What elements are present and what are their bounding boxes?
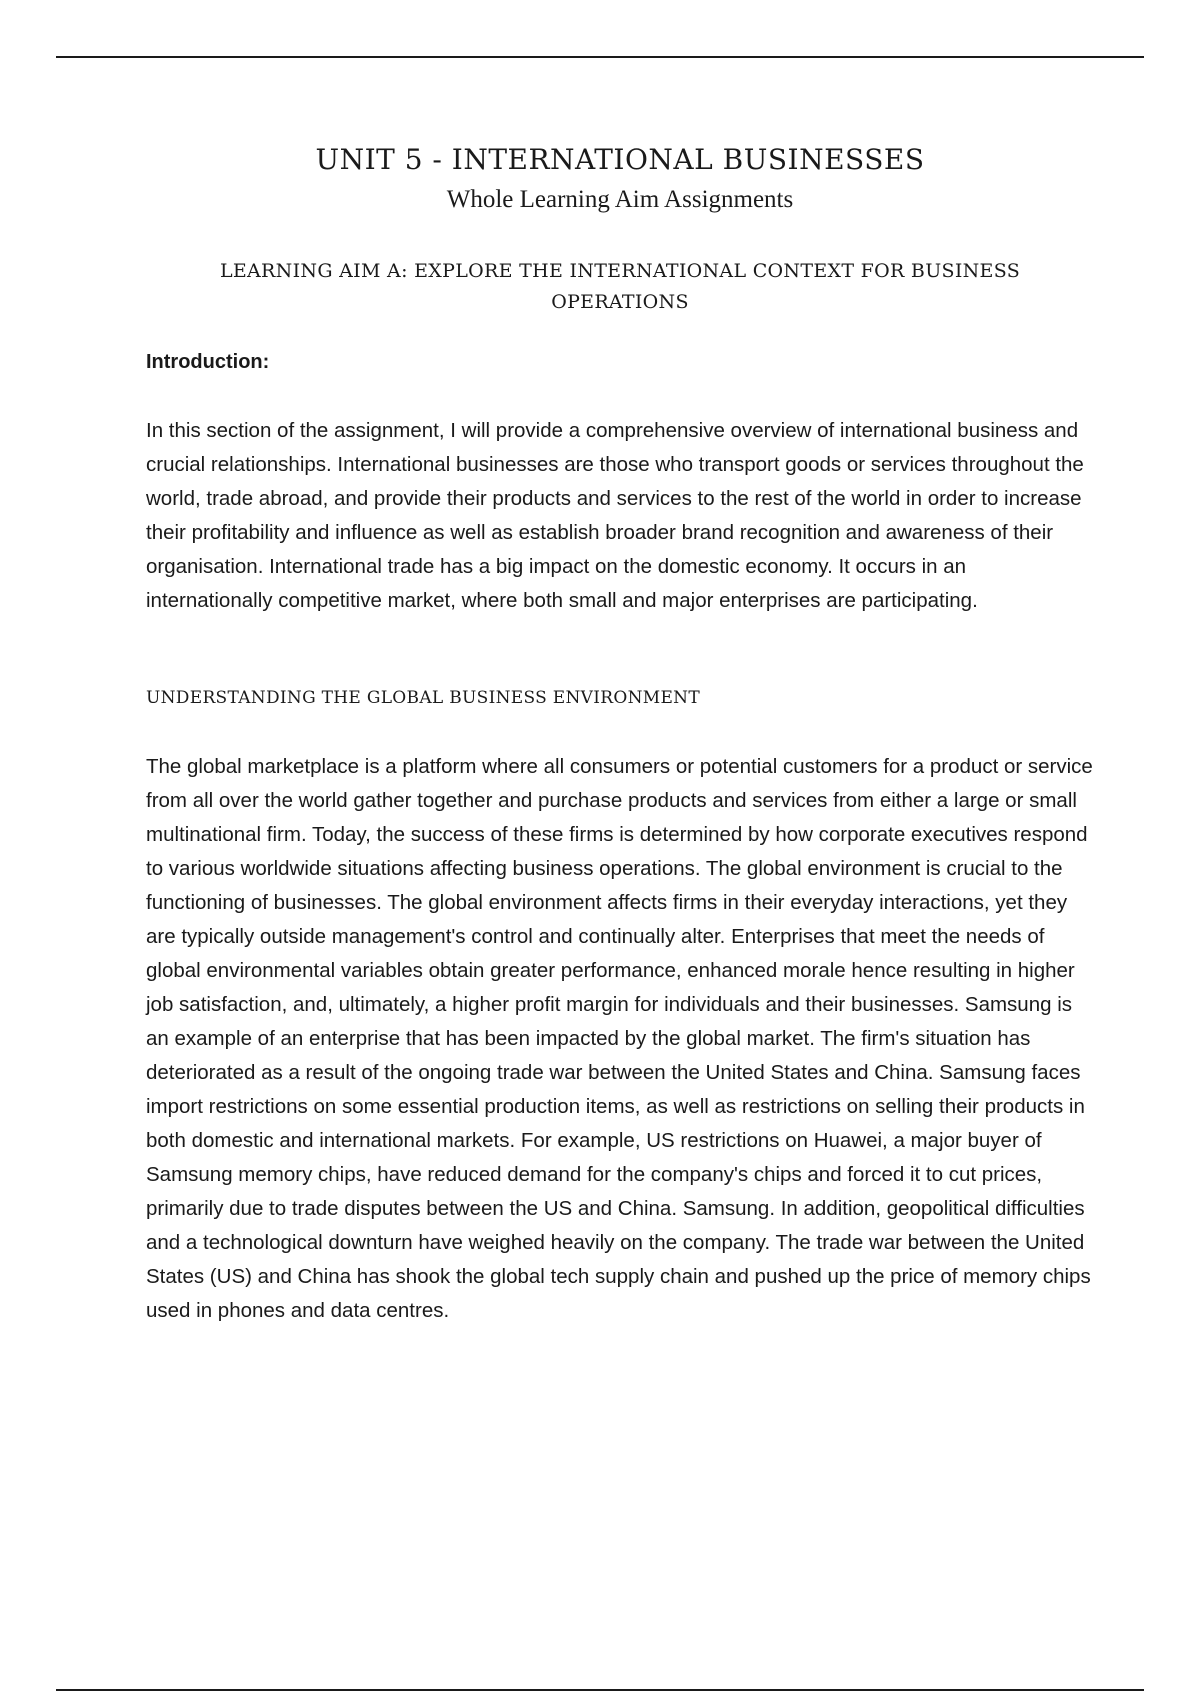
learning-aim-heading: LEARNING AIM A: EXPLORE THE INTERNATIONAL CONTEXT FOR BUSINESS OPERATIONS (219, 260, 1021, 313)
bottom-divider (56, 1689, 1144, 1691)
section-heading: UNDERSTANDING THE GLOBAL BUSINESS ENVIRONMENT (146, 688, 700, 708)
top-divider (56, 56, 1144, 58)
introduction-label: Introduction: (146, 351, 270, 373)
document-subtitle: Whole Learning Aim Assignments (446, 186, 794, 213)
document-title: UNIT 5 - INTERNATIONAL BUSINESSES (315, 143, 925, 176)
introduction-paragraph: In this section of the assignment, I will provide a comprehensive overview of international business and crucial relationships. International businesses are those who transport goods or services throughout the world, trade abroad, and provide their products and services to the rest of the world in order to increase their profitability and influence as well as establish broader brand recognition and awareness of their organisation. International trade has a big impact on the domestic economy. It occurs in an internationally competitive market, where both small and major enterprises are participating. (146, 419, 1084, 612)
section-paragraph: The global marketplace is a platform where all consumers or potential customers for a product or service from all over the world gather together and purchase products and services from either a large or small multinational firm. Today, the success of these firms is determined by how corporate executives respond to various worldwide situations affecting business operations. The global environment is crucial to the functioning of businesses. The global environment affects firms in their everyday interactions, yet they are typically outside management's control and continually alter. Enterprises that meet the needs of global environmental variables obtain greater performance, enhanced morale hence resulting in higher job satisfaction, and, ultimately, a higher profit margin for individuals and their businesses. Samsung is an example of an enterprise that has been impacted by the global market. The firm's situation has deteriorated as a result of the ongoing trade war between the United States and China. Samsung faces import restrictions on some essential production items, as well as restrictions on selling their products in both domestic and international markets. For example, US restrictions on Huawei, a major buyer of Samsung memory chips, have reduced demand for the company's chips and forced it to cut prices, primarily due to trade disputes between the US and China. Samsung. In addition, geopolitical difficulties and a technological downturn have weighed heavily on the company. The trade war between the United States (US) and China has shook the global tech supply chain and pushed up the price of memory chips used in phones and data centres. (146, 755, 1093, 1322)
